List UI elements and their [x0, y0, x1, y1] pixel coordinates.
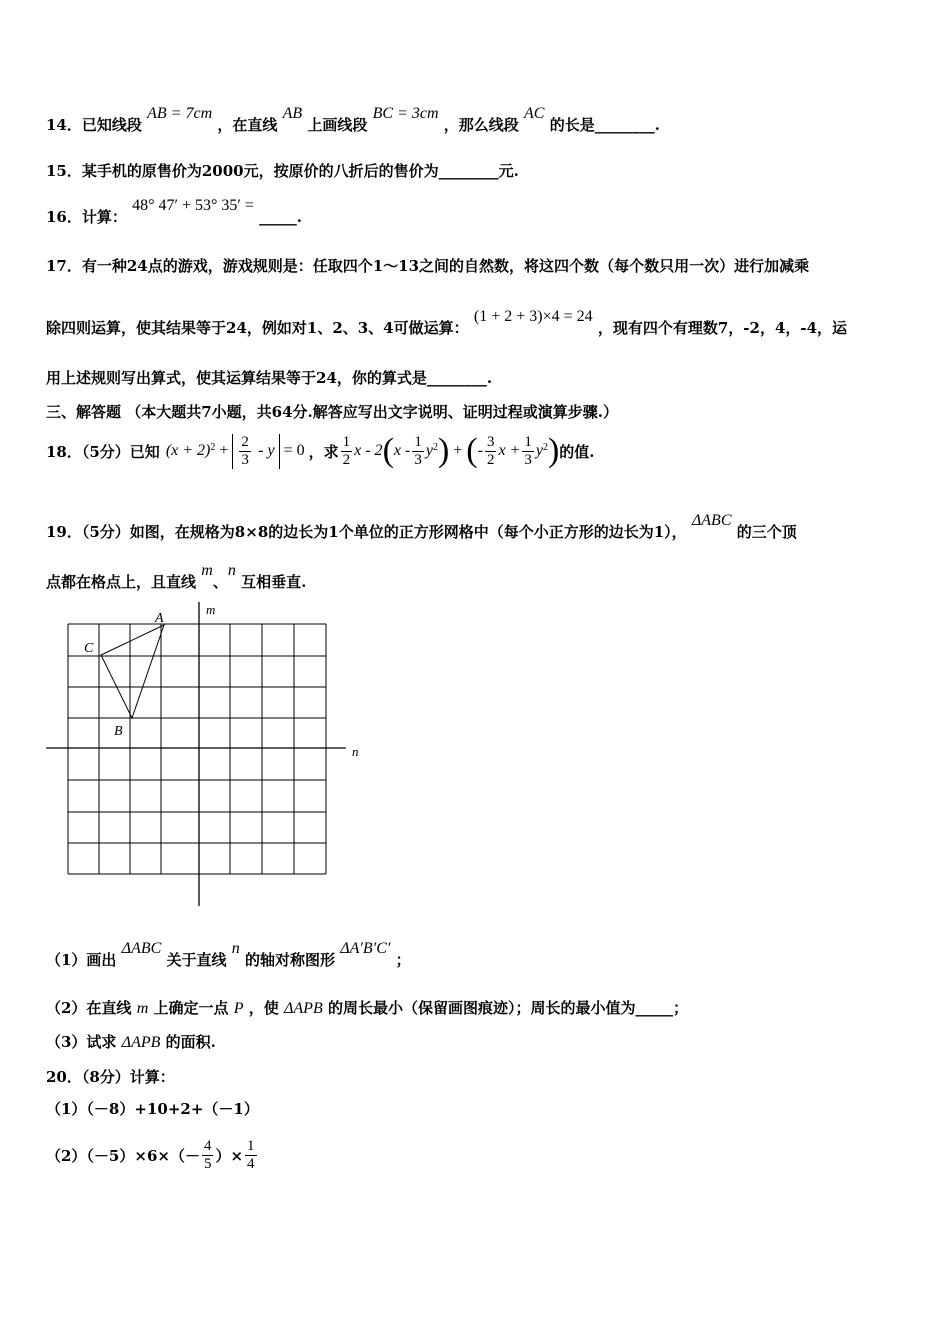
q20-title: 20．（8分）计算：: [46, 1068, 175, 1086]
q18-suffix: 的值.: [559, 442, 595, 461]
q18-paren-open-1: (: [382, 432, 394, 469]
q19-p1-a: （1）画出: [46, 951, 117, 969]
q14-math-ab: AB = 7cm: [147, 105, 213, 122]
q18-f5-den: 3: [524, 451, 532, 468]
q19-part-1: [46, 940, 411, 970]
q20-f2-den: 4: [247, 1155, 255, 1172]
q19-line-1: 19．（5分）如图，在规格为8×8的边长为1个单位的正方形网格中（每个小正方形的边长为1），: [46, 523, 687, 541]
triangle-abc: [101, 625, 164, 718]
q20-p2-b: ）×: [215, 1146, 244, 1165]
q19-triangle: ΔABC: [691, 512, 732, 529]
q20-part-1: [46, 1098, 259, 1119]
q18-expr-2: - y: [258, 442, 275, 459]
label-b: B: [114, 724, 123, 739]
q18-f4-num: 3: [486, 433, 495, 450]
grid-lines: [68, 624, 326, 874]
q19-p2-d: 的周长最小（保留画图痕迹）；周长的最小值为_____；: [327, 999, 688, 1017]
q18-prefix: 18．（5分）已知: [46, 442, 160, 461]
q18-f5-num: 1: [524, 433, 532, 450]
q19-p1-d: ；: [395, 951, 411, 969]
q18-plus: +: [219, 442, 229, 459]
q19-p2-point: P: [233, 1000, 244, 1017]
q19-p1-c: 的轴对称图形: [245, 951, 336, 969]
q14-text-5: 的长是________.: [549, 116, 660, 134]
q14-text-4: ，那么线段: [443, 116, 519, 134]
q18-paren-close-2: ): [547, 432, 560, 469]
q20-fraction-1: [202, 1138, 214, 1173]
q17-line-2a: 除四则运算，使其结果等于24，例如对1、2、3、4可做运算：: [46, 319, 469, 337]
q18-expr-7: -: [477, 442, 483, 459]
q18-expr-8: x +: [498, 442, 521, 459]
q18-f3-den: 3: [414, 451, 422, 468]
q18-expr-6: +: [453, 442, 463, 459]
q20-fraction-2: [245, 1138, 257, 1173]
q16-text: 16．计算：: [46, 208, 127, 226]
q18-expr-1: (x + 2): [165, 442, 211, 459]
q14-text-2: ，在直线: [217, 116, 278, 134]
q18-f4-den: 2: [486, 451, 495, 468]
q18-expr-9: y: [535, 442, 543, 459]
q18-ask: ，求: [308, 442, 339, 461]
label-m: m: [206, 602, 216, 617]
q14-number: 14．: [46, 116, 82, 134]
q18-paren-close-1: ): [437, 432, 450, 469]
q19-line-2a: 点都在格点上，且直线: [46, 573, 197, 591]
q14-math-bc: BC = 3cm: [372, 105, 439, 122]
label-n: n: [352, 744, 359, 759]
q19-p1-triangle-prime: ΔA′B′C′: [340, 940, 391, 957]
label-a: A: [155, 611, 164, 626]
q19-part-3: [46, 1031, 216, 1052]
q18-expr-4: x -: [393, 442, 411, 459]
q20-part-2: [46, 1134, 259, 1176]
question-20: [46, 1066, 175, 1087]
q17-line-1: 17．有一种24点的游戏，游戏规则是：任取四个1～13之间的自然数，将这四个数（每个数只用一次）进行加减乘: [46, 257, 810, 275]
q19-p3-b: 的面积.: [165, 1033, 216, 1051]
q18-square-2: 2: [432, 441, 438, 453]
q19-part-2: [46, 997, 688, 1018]
q19-line-1b: 的三个顶: [736, 523, 797, 541]
q17-line-2b: ，现有四个有理数7，-2，4，-4，运: [597, 319, 848, 337]
q19-line-m: m: [201, 562, 213, 579]
q18-equals: = 0: [283, 442, 305, 459]
q18-f1-num: 2: [241, 433, 249, 450]
q19-line-2b: 互相垂直.: [241, 573, 307, 591]
q14-text-1: 已知线段: [81, 116, 142, 134]
q19-p1-b: 关于直线: [166, 951, 227, 969]
q17-expression: (1 + 2 + 3)×4 = 24: [473, 308, 593, 325]
q16-blank: _____.: [259, 208, 302, 226]
q18-square: 2: [210, 441, 216, 453]
q19-p2-line-m: m: [136, 1000, 149, 1017]
q17-line-3: 用上述规则写出算式，使其运算结果等于24，你的算式是________.: [46, 369, 493, 387]
q20-f1-num: 4: [203, 1137, 212, 1154]
q19-p1-triangle: ΔABC: [121, 940, 162, 957]
q18-f2-den: 2: [342, 451, 351, 468]
q18-expr-3: x - 2: [354, 442, 383, 459]
q18-expr-5: y: [425, 442, 433, 459]
q20-f1-den: 5: [203, 1155, 212, 1172]
q20-p1: （1）（－8）+10+2+（－1）: [46, 1100, 259, 1118]
q18-paren-open-2: (: [466, 432, 478, 469]
q14-math-line: AB: [282, 105, 303, 122]
q18-f3-num: 1: [414, 433, 422, 450]
q19-line-n: n: [227, 562, 236, 579]
q18-square-3: 2: [542, 441, 548, 453]
q19-p1-line-n: n: [231, 940, 240, 957]
q19-separator: 、: [212, 573, 228, 591]
q19-p2-c: ，使: [248, 999, 279, 1017]
q20-p2-a: （2）（－5）×6×（－: [46, 1146, 200, 1165]
q18-f1-den: 3: [241, 451, 249, 468]
q19-p2-a: （2）在直线: [46, 999, 132, 1017]
q20-f2-num: 1: [247, 1137, 255, 1154]
q18-f2-num: 1: [342, 433, 351, 450]
label-c: C: [84, 641, 94, 656]
q19-p3-a: （3）试求: [46, 1033, 117, 1051]
q14-math-ac: AC: [524, 105, 545, 122]
q19-p3-triangle: ΔAPB: [121, 1034, 161, 1051]
section-3-text: 三、解答题 （本大题共7小题，共64分.解答应写出文字说明、证明过程或演算步骤.）: [46, 403, 618, 421]
q15-text: 15．某手机的原售价为2000元，按原价的八折后的售价为________元.: [46, 162, 519, 180]
q14-text-3: 上画线段: [307, 116, 368, 134]
q19-p2-triangle: ΔAPB: [284, 1000, 323, 1017]
q19-p2-b: 上确定一点: [153, 999, 229, 1017]
q16-expression: 48° 47′ + 53° 35′ =: [132, 197, 254, 214]
